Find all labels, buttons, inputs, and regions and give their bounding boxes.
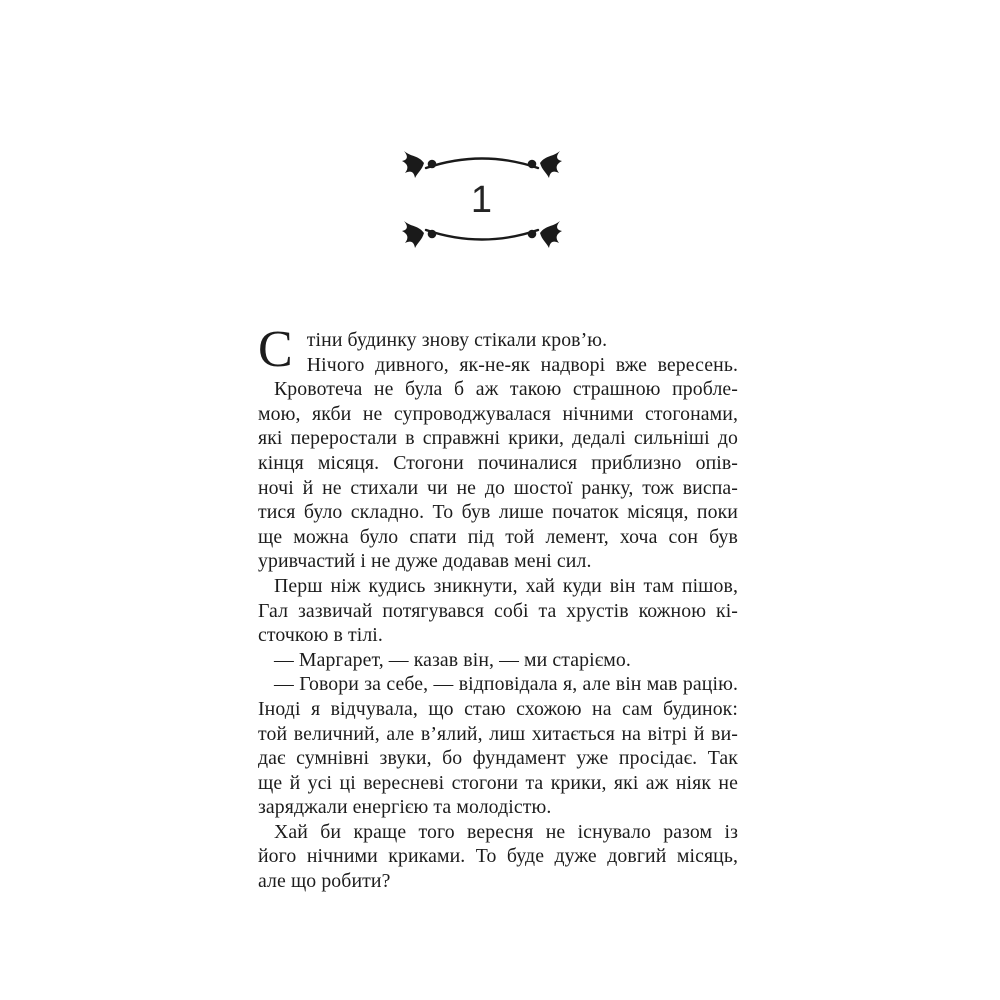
body-text: [258, 321, 738, 894]
text-line: Перш ніж кудись зникнути, хай куди він там пішов,: [274, 574, 738, 597]
text-line: Кровотеча не була б аж такою страшною пробле-: [274, 378, 738, 401]
text-line: сточкою в тілі.: [258, 624, 383, 647]
text-line: уривчастий і не дуже додавав мені сил.: [258, 550, 592, 573]
text-line: дає сумнівні звуки, бо фундамент уже просідає. Так: [258, 747, 738, 770]
chapter-number: 1: [470, 179, 493, 221]
drop-cap: С: [258, 321, 293, 378]
paragraph-lines: [258, 377, 738, 893]
opening-paragraph: [258, 321, 738, 378]
text-line: — Маргарет, — казав він, — ми старіємо.: [274, 648, 631, 671]
chapter-heading: [399, 144, 564, 256]
text-line: Хай би краще того вересня не існувало разом із: [274, 820, 738, 843]
text-line: ще й усі ці вересневі стогони та крики, які аж ніяк не: [258, 771, 738, 794]
flourish-ornament-bottom-icon: [402, 216, 562, 256]
text-line: які переростали в справжні крики, дедалі сильніші до: [258, 427, 738, 450]
text-line: — Говори за себе, — відповідала я, але він мав рацію.: [274, 673, 738, 696]
text-line: тіни будинку знову стікали кров’ю.: [306, 329, 608, 351]
text-line: ще можна було спати під той лемент, хоча сон був: [258, 525, 738, 548]
text-line: Іноді я відчувала, що стаю схожою на сам будинок:: [258, 697, 738, 720]
text-line: Нічого дивного, як-не-як надворі вже вересень.: [306, 353, 738, 376]
text-line: ночі й не стихали чи не до шостої ранку, тож виспа-: [258, 476, 738, 499]
text-line: той величний, але в’ялий, лиш хитається на вітрі й ви-: [258, 722, 738, 745]
text-line: але що робити?: [258, 870, 391, 893]
text-line: його нічними криками. То буде дуже довгий місяць,: [258, 845, 738, 868]
text-line: кінця місяця. Стогони починалися приблизно опів-: [258, 451, 738, 474]
text-line: мою, якби не супроводжувалася нічними стогонами,: [258, 402, 738, 425]
flourish-ornament-top-icon: [402, 144, 562, 184]
text-line: заряджали енергією та молодістю.: [258, 796, 552, 819]
text-line: тися було складно. То був лише початок місяця, поки: [258, 501, 738, 524]
text-line: Гал зазвичай потягувався собі та хрустів кожною кі-: [258, 599, 738, 622]
